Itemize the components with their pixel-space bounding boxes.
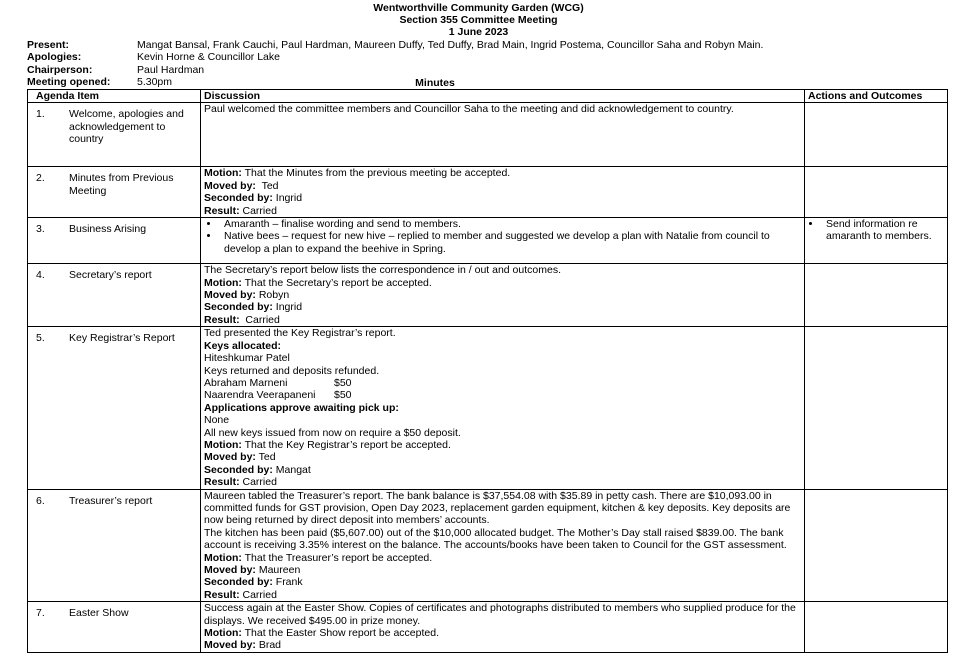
- keys-allocated-label: Keys allocated:: [204, 339, 282, 352]
- committee-title: Section 355 Committee Meeting: [399, 14, 558, 26]
- agenda-cell: [28, 167, 201, 218]
- opened-label: Meeting opened:: [27, 76, 111, 88]
- result-line: [204, 476, 801, 488]
- moved-value: Ted: [255, 451, 276, 464]
- header-actions: Actions and Outcomes: [805, 90, 948, 103]
- moved-label: Moved by:: [204, 451, 256, 464]
- action-list: [808, 218, 944, 243]
- discussion-cell: [201, 103, 805, 167]
- agenda-number: 7.: [36, 607, 45, 620]
- refund-row: [204, 377, 801, 389]
- result-label: Result:: [204, 313, 240, 326]
- apologies-label: Apologies:: [27, 51, 82, 63]
- applications-value: None: [204, 414, 230, 427]
- result-label: Result:: [204, 476, 240, 489]
- motion-line: [204, 552, 801, 564]
- present-label: Present:: [27, 39, 70, 51]
- applications-label: Applications approve awaiting pick up:: [204, 401, 399, 414]
- meeting-date: 1 June 2023: [448, 26, 509, 38]
- motion-label: Motion:: [204, 276, 242, 289]
- table-row: [28, 602, 948, 653]
- refund-name: Abraham Marneni: [204, 376, 288, 389]
- moved-value: Ted: [255, 179, 279, 192]
- result-label: Result:: [204, 588, 240, 601]
- motion-label: Motion:: [204, 551, 242, 564]
- motion-text: That the Minutes from the previous meeting be accepted.: [241, 167, 511, 180]
- seconded-label: Seconded by:: [204, 301, 273, 314]
- result-line: [204, 314, 801, 326]
- result-line: [204, 205, 801, 217]
- refund-name: Naarendra Veerapaneni: [204, 389, 316, 402]
- seconded-value: Ingrid: [272, 301, 303, 314]
- seconded-value: Mangat: [272, 463, 311, 476]
- agenda-label: Welcome, apologies and acknowledgement to country: [69, 108, 184, 146]
- agenda-label: Secretary’s report: [69, 269, 152, 282]
- discussion-text: Paul welcomed the committee members and Councillor Saha to the meeting and did acknowledgement to country.: [204, 103, 734, 116]
- moved-label: Moved by:: [204, 289, 256, 302]
- motion-label: Motion:: [204, 438, 242, 451]
- agenda-number: 6.: [36, 494, 45, 507]
- moved-label: Moved by:: [204, 564, 256, 576]
- motion-text: That the Key Registrar’s report be accepted.: [241, 438, 451, 451]
- discussion-cell: [201, 489, 805, 602]
- keys-allocated-value: Hiteshkumar Patel: [204, 352, 290, 365]
- motion-text: That the Easter Show report be accepted.: [241, 627, 439, 640]
- table-row: [28, 103, 948, 167]
- minutes-table: [27, 89, 948, 653]
- moved-line: [204, 289, 801, 301]
- discussion-cell: [201, 218, 805, 264]
- seconded-value: Frank: [272, 576, 303, 589]
- agenda-label: Business Arising: [69, 223, 147, 236]
- agenda-cell: [28, 327, 201, 489]
- chair-label: Chairperson:: [27, 64, 93, 76]
- bullet-list: [204, 218, 801, 255]
- moved-line: [204, 451, 801, 463]
- agenda-cell: [28, 264, 201, 327]
- seconded-label: Seconded by:: [204, 576, 273, 589]
- moved-value: Robyn: [255, 289, 290, 302]
- motion-line: [204, 277, 801, 289]
- table-row: [28, 489, 948, 602]
- moved-line: [204, 564, 801, 576]
- motion-label: Motion:: [204, 167, 242, 180]
- motion-text: That the Treasurer’s report be accepted.: [241, 551, 433, 564]
- action-item: • Send information re amaranth to members.: [822, 218, 944, 243]
- discussion-cell: [201, 264, 805, 327]
- discussion-intro: Ted presented the Key Registrar’s report.: [204, 327, 396, 340]
- result-value: Carried: [239, 588, 277, 601]
- motion-line: [204, 167, 801, 179]
- seconded-value: Ingrid: [272, 192, 303, 205]
- deposit-note: All new keys issued from now on require a $50 deposit.: [204, 426, 461, 439]
- table-row: [28, 167, 948, 218]
- result-label: Result:: [204, 204, 240, 217]
- agenda-label: Easter Show: [69, 607, 129, 620]
- actions-cell: [805, 218, 948, 264]
- table-header-row: [28, 90, 948, 103]
- motion-text: That the Secretary’s report be accepted.: [241, 276, 432, 289]
- discussion-cell: [201, 167, 805, 218]
- agenda-cell: [28, 489, 201, 602]
- discussion-cell: [201, 602, 805, 653]
- table-row: [28, 327, 948, 489]
- moved-line: [204, 180, 801, 192]
- motion-line: [204, 627, 801, 639]
- moved-label: Moved by:: [204, 639, 256, 652]
- treasurer-paragraph-2: The kitchen has been paid ($5,607.00) out of the $10,000 allocated budget. The Mother’s Day stall raised $839.00. The bank account is receiving 3.35% interest on the balance. The accounts/books have been taken to Council for the GST assessment.: [204, 526, 787, 552]
- header-discussion: Discussion: [201, 90, 805, 103]
- easter-paragraph: Success again at the Easter Show. Copies of certificates and photographs distributed to members who supplied produce for the displays. We received $495.00 in prize money.: [204, 602, 796, 627]
- discussion-intro: The Secretary’s report below lists the correspondence in / out and outcomes.: [204, 264, 561, 277]
- table-row: [28, 218, 948, 264]
- result-value: Carried: [239, 476, 277, 489]
- moved-value: Brad: [255, 639, 282, 652]
- treasurer-paragraph-1: Maureen tabled the Treasurer’s report. The bank balance is $37,554.08 with $35.89 in petty cash. There are $10,093.00 in committed funds for GST provision, Open Day 2023, replacement garden equipment, kitchen & key deposits. Key deposits are now being returned by direct deposit into members’ accounts.: [204, 489, 791, 527]
- agenda-cell: [28, 218, 201, 264]
- actions-cell: [805, 489, 948, 602]
- actions-cell: [805, 264, 948, 327]
- table-row: [28, 264, 948, 327]
- opened-value: 5.30pm: [137, 76, 173, 88]
- agenda-number: 3.: [36, 223, 45, 236]
- result-line: [204, 589, 801, 601]
- actions-cell: [805, 327, 948, 489]
- seconded-line: [204, 464, 801, 476]
- list-item: • Amaranth – finalise wording and send to members.: [220, 218, 801, 230]
- refund-intro: Keys returned and deposits refunded.: [204, 364, 380, 377]
- refund-amount: $50: [334, 389, 352, 402]
- actions-cell: [805, 167, 948, 218]
- seconded-line: [204, 576, 801, 588]
- org-title: Wentworthville Community Garden (WCG): [373, 2, 584, 14]
- seconded-line: [204, 301, 801, 313]
- motion-label: Motion:: [204, 627, 242, 640]
- result-value: Carried: [239, 204, 277, 217]
- apologies-value: Kevin Horne & Councillor Lake: [137, 51, 280, 63]
- agenda-label: Treasurer’s report: [69, 494, 153, 507]
- agenda-label: Key Registrar’s Report: [69, 332, 175, 345]
- agenda-number: 1.: [36, 108, 45, 121]
- refund-row: [204, 389, 801, 401]
- refund-amount: $50: [334, 376, 352, 389]
- agenda-cell: [28, 103, 201, 167]
- actions-cell: [805, 602, 948, 653]
- result-value: Carried: [239, 313, 280, 326]
- discussion-cell: [201, 327, 805, 489]
- motion-line: [204, 439, 801, 451]
- agenda-cell: [28, 602, 201, 653]
- moved-label: Moved by:: [204, 179, 256, 192]
- seconded-label: Seconded by:: [204, 192, 273, 205]
- agenda-number: 5.: [36, 332, 45, 345]
- agenda-number: 2.: [36, 172, 45, 185]
- list-item: • Native bees – request for new hive – replied to member and suggested we develop a plan with Natalie from council to develop a plan to expand the beehive in Spring.: [220, 230, 801, 255]
- agenda-number: 4.: [36, 269, 45, 282]
- header-agenda: Agenda Item: [28, 90, 201, 103]
- moved-value: Maureen: [255, 564, 301, 576]
- minutes-heading: Minutes: [415, 77, 455, 89]
- agenda-label: Minutes from Previous Meeting: [69, 172, 174, 197]
- chair-value: Paul Hardman: [137, 64, 205, 76]
- seconded-line: [204, 192, 801, 204]
- actions-cell: [805, 103, 948, 167]
- seconded-label: Seconded by:: [204, 463, 273, 476]
- moved-line: [204, 639, 801, 651]
- present-value: Mangat Bansal, Frank Cauchi, Paul Hardman, Maureen Duffy, Ted Duffy, Brad Main, Ingrid Postema, Councillor Saha and Robyn Main.: [137, 39, 764, 51]
